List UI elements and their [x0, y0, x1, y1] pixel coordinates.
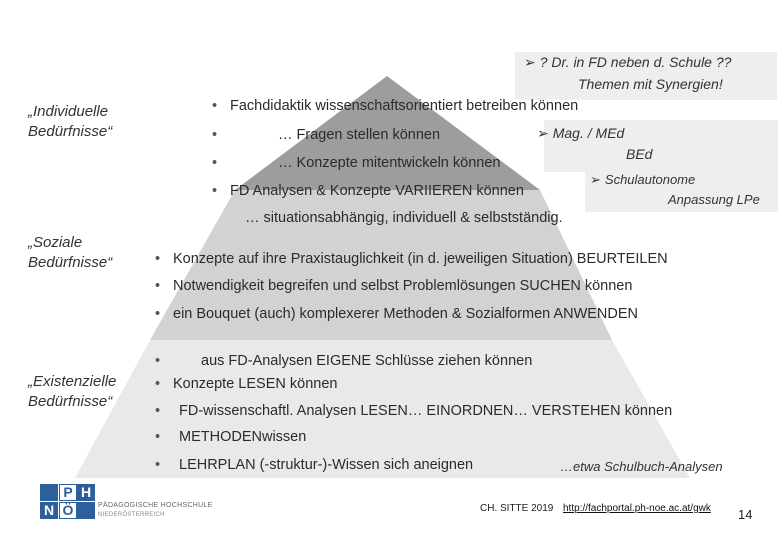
logo-text-line2: NIEDERÖSTERREICH [98, 512, 165, 518]
callout-schulautonome-line2: Anpassung LPe [668, 192, 760, 207]
mid-bullet-2: • Notwendigkeit begreifen und selbst Problemlösungen SUCHEN können [155, 278, 633, 294]
label-social-needs: „Soziale Bedürfnisse“ [28, 234, 113, 271]
callout-mag-med-line1: ➢ Mag. / MEd [537, 125, 625, 141]
mid-bullet-1: • Konzepte auf ihre Praxistauglichkeit (in d. jeweiligen Situation) BEURTEILEN [155, 251, 668, 267]
bottom-bullet-5: • LEHRPLAN (-struktur-)-Wissen sich aneignen [155, 457, 474, 473]
logo-letter-h: H [77, 484, 95, 501]
page-number: 14 [738, 507, 753, 522]
top-bullet-1: • Fachdidaktik wissenschaftsorientiert betreiben können [212, 98, 579, 114]
right-arrow-icon: ➢ [590, 172, 601, 187]
mid-bullet-3: • ein Bouquet (auch) komplexerer Methoden & Sozialformen ANWENDEN [155, 306, 639, 322]
label-existential-needs: „Existenzielle Bedürfnisse“ [28, 373, 117, 410]
top-sub-text: … situationsabhängig, individuell & selbstständig. [245, 210, 563, 226]
right-arrow-icon: ➢ [537, 125, 549, 141]
top-bullet-3: • … Konzepte mitentwickeln können [212, 155, 501, 171]
bottom-bullet-2: • Konzepte LESEN können [155, 376, 338, 392]
label-individual-needs: „Individuelle Bedürfnisse“ [28, 103, 113, 140]
top-bullet-4: • FD Analysen & Konzepte VARIIEREN können [212, 183, 524, 199]
logo-letter-p: P [59, 484, 77, 501]
logo-letter-oe: Ö [59, 502, 77, 519]
footer-link[interactable]: http://fachportal.ph-noe.ac.at/gwk [563, 503, 711, 514]
bottom-bullet-4: • METHODENwissen [155, 429, 307, 445]
callout-mag-med-line2: BEd [626, 146, 653, 162]
bottom-bullet-3: • FD-wissenschaftl. Analysen LESEN… EINORDNEN… VERSTEHEN können [155, 403, 673, 419]
bottom-note: …etwa Schulbuch-Analysen [560, 459, 723, 474]
top-bullet-2: • … Fragen stellen können [212, 127, 441, 143]
callout-dr-fd-line1: ➢ ? Dr. in FD neben d. Schule ?? [524, 54, 732, 70]
bottom-bullet-1: • aus FD-Analysen EIGENE Schlüsse ziehen können [155, 353, 533, 369]
logo-text-line1: PÄDAGOGISCHE HOCHSCHULE [98, 502, 213, 509]
callout-dr-fd-line2: Themen mit Synergien! [578, 76, 723, 92]
logo-letter-n: N [40, 502, 58, 519]
footer-author: CH. SITTE 2019 [480, 503, 554, 514]
callout-schulautonome-line1: ➢ Schulautonome [590, 172, 696, 187]
right-arrow-icon: ➢ [524, 54, 536, 70]
